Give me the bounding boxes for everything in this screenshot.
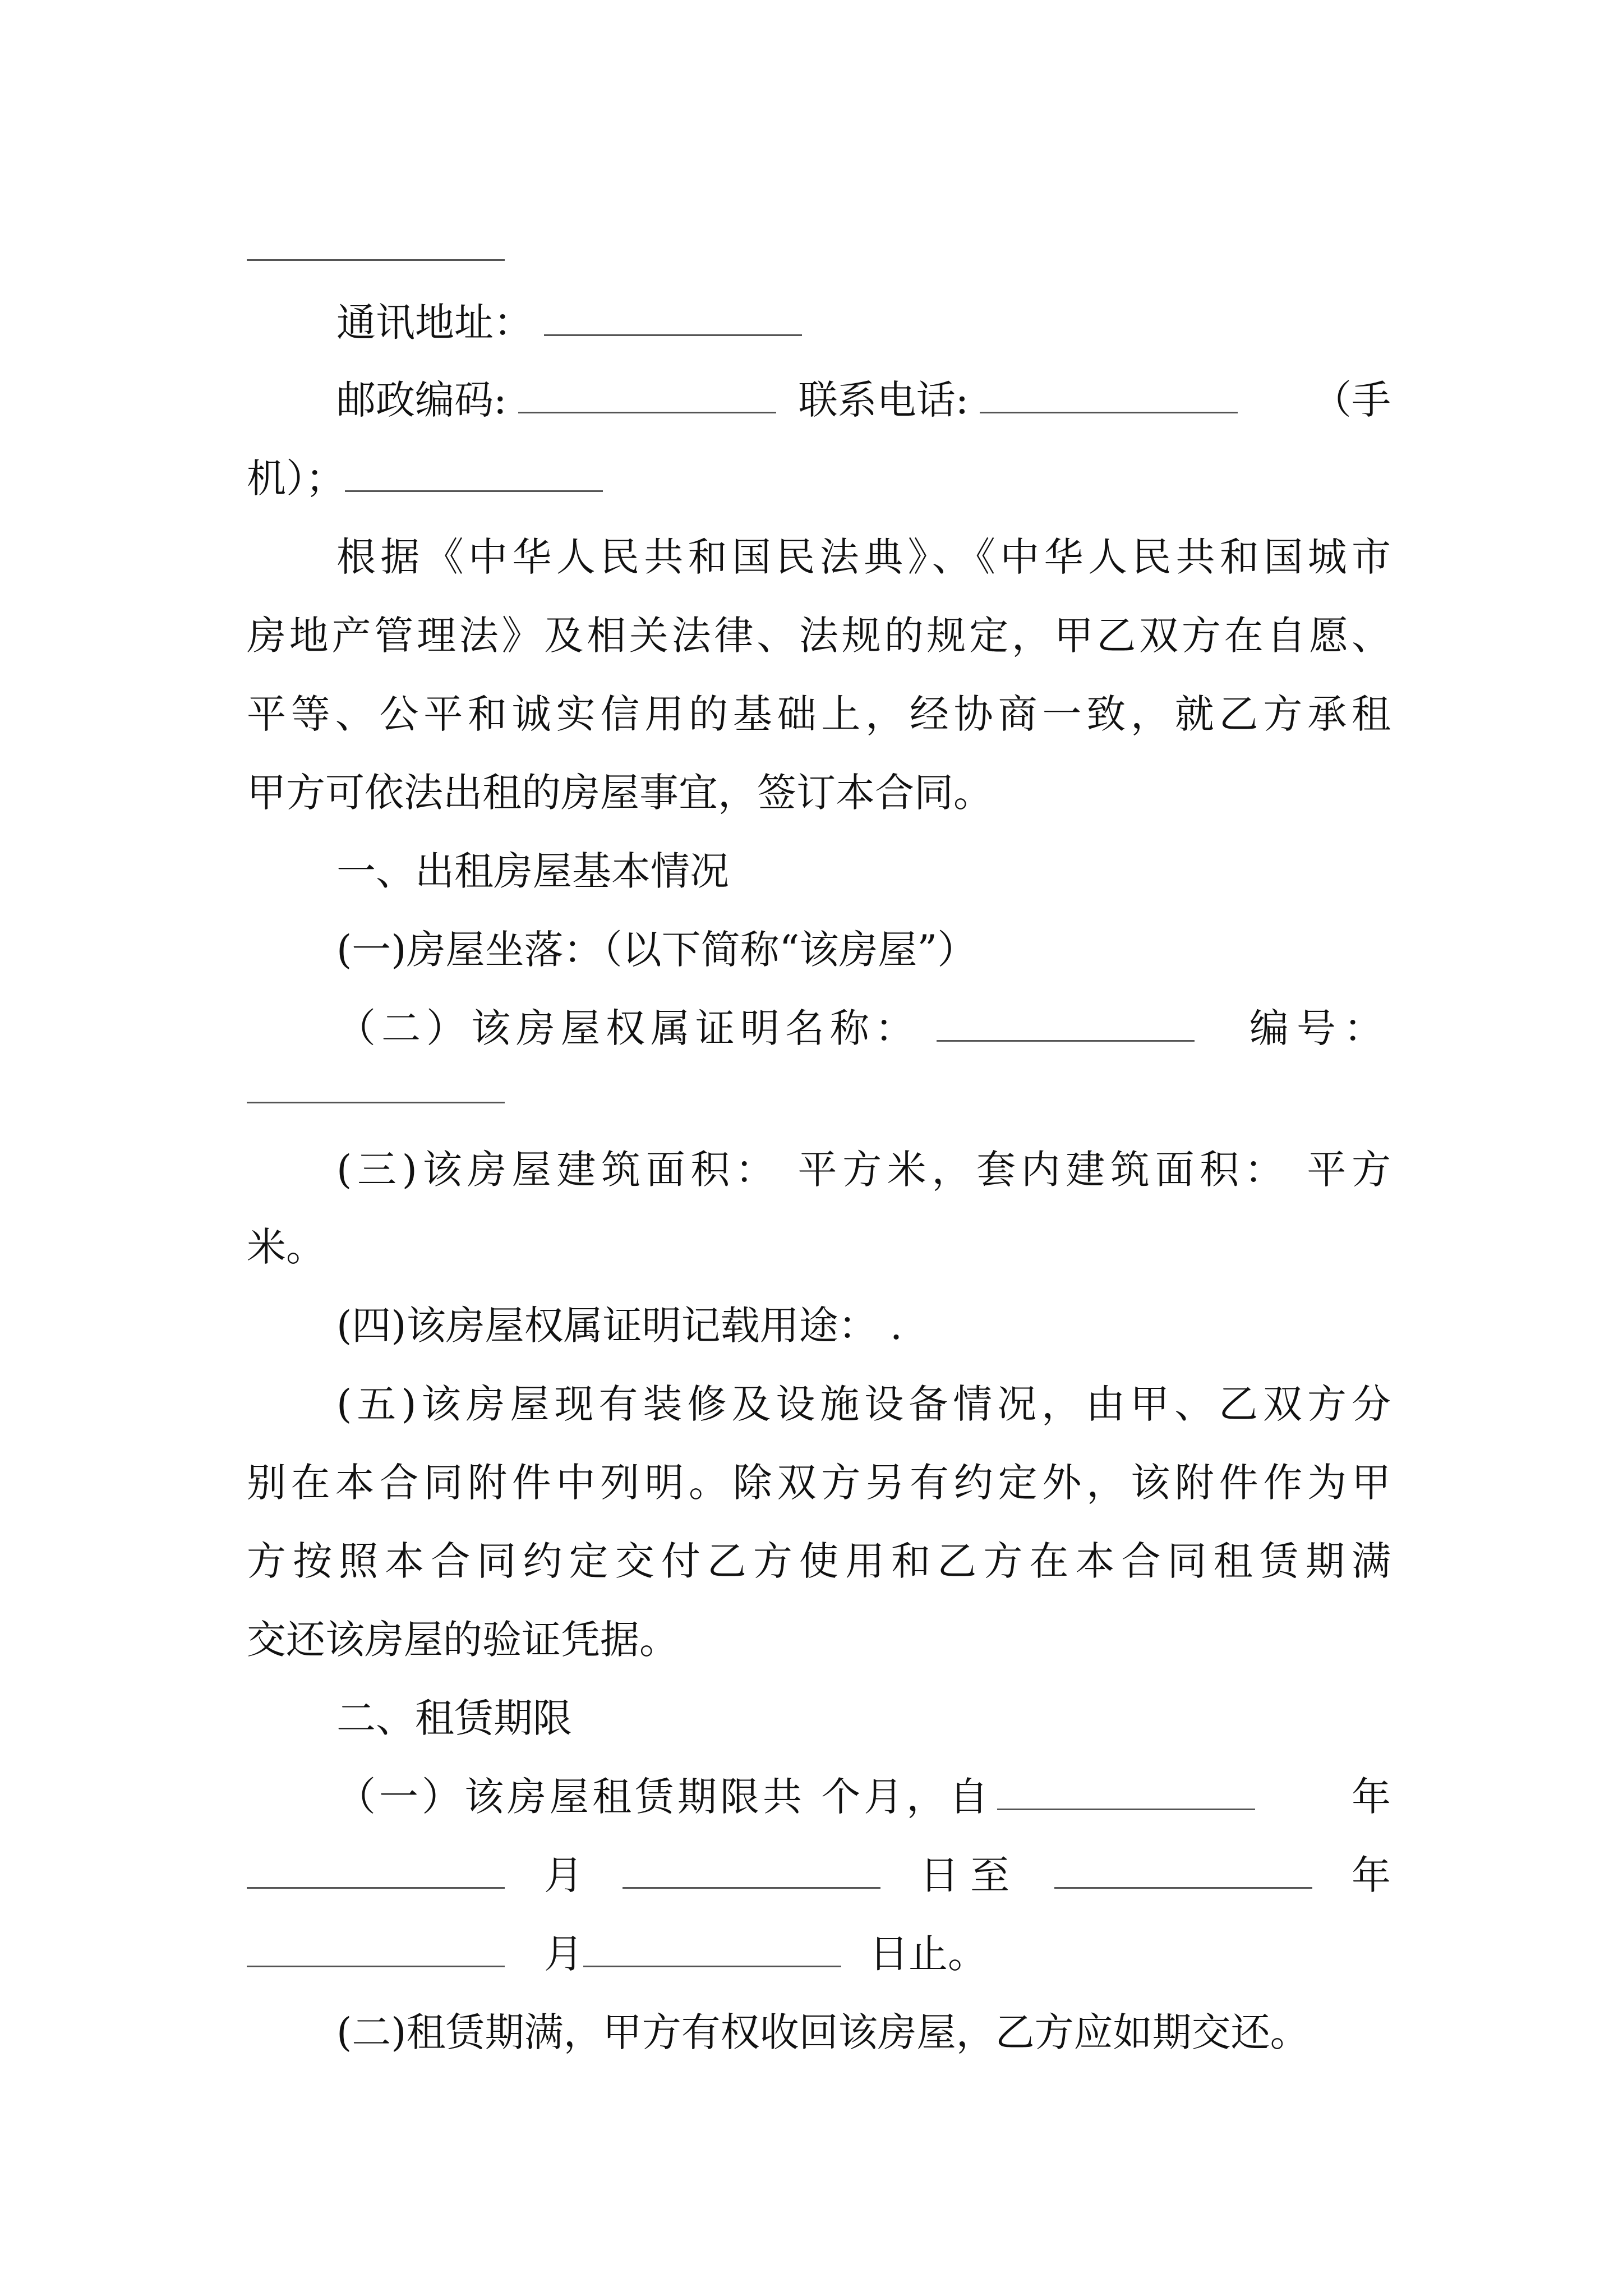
- day-end-label: 日止。: [869, 1931, 987, 1977]
- phone-label: 联系电话:: [798, 377, 969, 423]
- clause-line: (三)该房屋建筑面积： 平方米，套内建筑面积： 平方: [336, 1147, 1391, 1193]
- clause-line: (一)房屋坐落：（以下简称“该房屋”）: [336, 927, 977, 973]
- section-heading: 一、出租房屋基本情况: [336, 848, 729, 894]
- start-year-blank: [997, 1779, 1255, 1810]
- postal-label: 邮政编码:: [336, 377, 507, 423]
- address-blank: [544, 305, 802, 336]
- blank-rule: [247, 1102, 505, 1103]
- paragraph-line: 房地产管理法》及相关法律、法规的规定，甲乙双方在自愿、: [247, 613, 1391, 659]
- clause-line: 米。: [247, 1224, 325, 1270]
- clause-line: (四)该房屋权属证明记载用途： .: [336, 1303, 903, 1349]
- address-line: [336, 280, 1391, 365]
- month-label: 月: [544, 1852, 583, 1898]
- term-line: [247, 1912, 1391, 1996]
- mobile-blank: [345, 461, 603, 492]
- mobile-label-start: （手: [1312, 377, 1391, 423]
- term-label: （一）该房屋租赁期限共 个月，自: [336, 1774, 992, 1820]
- paragraph-line: 平等、公平和诚实信用的基础上，经协商一致，就乙方承租: [247, 691, 1391, 737]
- phone-blank: [980, 383, 1238, 413]
- term-line: [336, 1755, 1391, 1839]
- certificate-blank: [937, 1011, 1195, 1042]
- clause-line: (二)租赁期满，甲方有权收回该房屋，乙方应如期交还。: [336, 2009, 1310, 2055]
- end-day-blank: [583, 1936, 841, 1967]
- paragraph-line: 甲方可依法出租的房屋事宜，签订本合同。: [247, 770, 993, 816]
- address-label: 通讯地址：: [336, 300, 533, 346]
- start-day-blank: [623, 1858, 880, 1889]
- clause-line: 交还该房屋的验证凭据。: [247, 1617, 679, 1663]
- end-year-blank: [1054, 1858, 1312, 1889]
- postal-blank: [518, 383, 776, 413]
- blank-rule: [247, 259, 505, 261]
- clause-line: [336, 986, 1391, 1070]
- day-to-label: 日至: [920, 1852, 1021, 1898]
- clause-line: 别在本合同附件中列明。除双方另有约定外，该附件作为甲: [247, 1460, 1391, 1506]
- certificate-label: （二）该房屋权属证明名称：: [336, 1005, 920, 1051]
- mobile-label-end: 机）；: [247, 455, 345, 501]
- start-month-blank: [247, 1858, 505, 1889]
- month-label: 月: [544, 1931, 583, 1977]
- clause-line: 方按照本合同约定交付乙方使用和乙方在本合同租赁期满: [247, 1538, 1391, 1584]
- section-heading: 二、租赁期限: [336, 1695, 572, 1741]
- postal-phone-line: [336, 358, 1391, 442]
- number-label: 编号：: [1249, 1005, 1391, 1051]
- paragraph-line: 根据《中华人民共和国民法典》、《中华人民共和国城市: [336, 534, 1391, 580]
- end-month-blank: [247, 1936, 505, 1967]
- term-line: [247, 1833, 1391, 1917]
- clause-line: (五)该房屋现有装修及设施设备情况，由甲、乙双方分: [336, 1381, 1391, 1427]
- year-label: 年: [1352, 1852, 1391, 1898]
- year-label: 年: [1352, 1774, 1391, 1820]
- mobile-line: [247, 436, 1391, 521]
